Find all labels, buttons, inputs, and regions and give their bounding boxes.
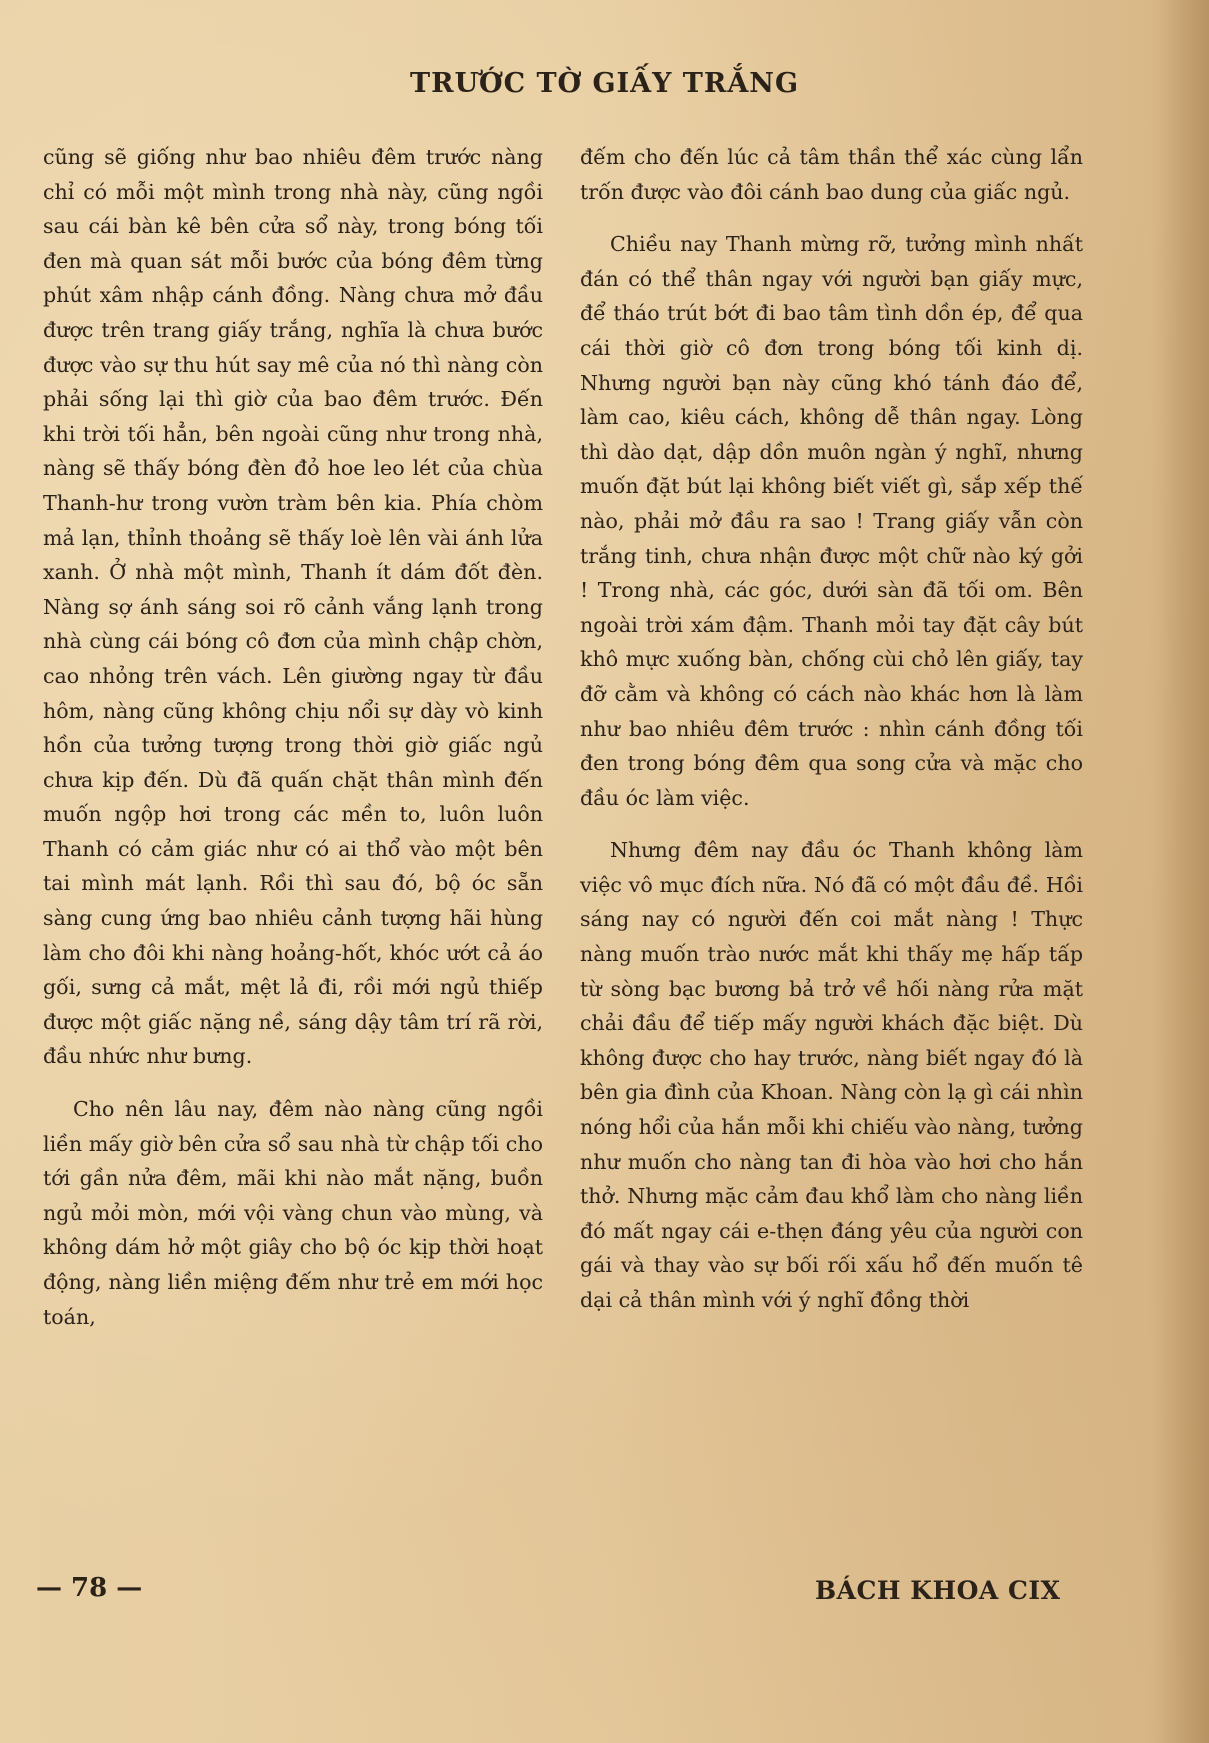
publication-name: BÁCH KHOA CIX: [815, 1576, 1061, 1605]
left-column: [43, 140, 543, 1334]
right-column: [580, 140, 1083, 1318]
paragraph-gap: [580, 815, 1083, 833]
paragraph-right-3: Nhưng đêm nay đầu óc Thanh không làm việc vô mục đích nữa. Nó đã có một đầu đề. Hồi sáng nay có người đến coi mắt nàng ! Thực nàng muốn trào nước mắt khi thấy mẹ hấp tấp từ sòng bạc bương bả trở về hối nàng rửa mặt chải đầu để tiếp mấy người khách đặc biệt. Dù không được cho hay trước, nàng biết ngay đó là bên gia đình của Khoan. Nàng còn lạ gì cái nhìn nóng hổi của hắn mỗi khi chiếu vào nàng, tưởng như muốn cho nàng tan đi hòa vào hơi cho hắn thở. Nhưng mặc cảm đau khổ làm cho nàng liền đó mất ngay cái e-thẹn đáng yêu của người con gái và thay vào sự bối rối xấu hổ đến muốn tê dại cả thân mình với ý nghĩ đồng thời: [580, 838, 1083, 1312]
running-title: TRƯỚC TỜ GIẤY TRẮNG: [409, 68, 800, 99]
paragraph-left-1: cũng sẽ giống như bao nhiêu đêm trước nàng chỉ có mỗi một mình trong nhà này, cũng ngồi sau cái bàn kê bên cửa sổ này, trong bóng tối đen mà quan sát mỗi bước của bóng đêm từng phút xâm nhập cánh đồng. Nàng chưa mở đầu được trên trang giấy trắng, nghĩa là chưa bước được vào sự thu hút say mê của nó thì nàng còn phải sống lại thì giờ của bao đêm trước. Đến khi trời tối hẳn, bên ngoài cũng như trong nhà, nàng sẽ thấy bóng đèn đỏ hoe leo lét của chùa Thanh-hư trong vườn tràm bên kia. Phía chòm mả lạn, thỉnh thoảng sẽ thấy loè lên vài ánh lửa xanh. Ở nhà một mình, Thanh ít dám đốt đèn. Nàng sợ ánh sáng soi rõ cảnh vắng lạnh trong nhà cùng cái bóng cô đơn của mình chập chờn, cao nhỏng trên vách. Lên giường ngay từ đầu hôm, nàng cũng không chịu nổi sự dày vò kinh hồn của tưởng tượng trong thời giờ giấc ngủ chưa kịp đến. Dù đã quấn chặt thân mình đến muốn ngộp hơi trong các mền to, luôn luôn Thanh có cảm giác như có ai thổ vào một bên tai mình mát lạnh. Rồi thì sau đó, bộ óc sẵn sàng cung ứng bao nhiêu cảnh tượng hãi hùng làm cho đôi khi nàng hoảng-hốt, khóc ướt cả áo gối, sưng cả mắt, mệt lả đi, rồi mới ngủ thiếp được một giấc nặng nề, sáng dậy tâm trí rã rời, đầu nhức như bưng.: [43, 145, 543, 1069]
paragraph-right-2: Chiều nay Thanh mừng rỡ, tưởng mình nhất đán có thể thân ngay với người bạn giấy mực, để tháo trút bớt đi bao tâm tình dồn ép, để qua cái thời giờ cô đơn trong bóng tối kinh dị. Nhưng người bạn này cũng khó tánh đáo để, làm cao, kiêu cách, không dễ thân ngay. Lòng thì dào dạt, dập dồn muôn ngàn ý nghĩ, nhưng muốn đặt bút lại không biết viết gì, sắp xếp thế nào, phải mở đầu ra sao ! Trang giấy vẫn còn trắng tinh, chưa nhận được một chữ nào ký gởi ! Trong nhà, các góc, dưới sàn đã tối om. Bên ngoài trời xám đậm. Thanh mỏi tay đặt cây bút khô mực xuống bàn, chống cùi chỏ lên giấy, tay đỡ cằm và không có cách nào khác hơn là làm như bao nhiêu đêm trước : nhìn cánh đồng tối đen trong bóng đêm qua song cửa và mặc cho đầu óc làm việc.: [580, 232, 1083, 810]
paragraph-gap: [43, 1074, 543, 1092]
paragraph-gap: [580, 209, 1083, 227]
paragraph-left-2: Cho nên lâu nay, đêm nào nàng cũng ngồi liền mấy giờ bên cửa sổ sau nhà từ chập tối cho tới gần nửa đêm, mãi khi nào mắt nặng, buồn ngủ mỏi mòn, mới vội vàng chun vào mùng, và không dám hở một giây cho bộ óc kịp thời hoạt động, nàng liền miệng đếm như trẻ em mới học toán,: [43, 1097, 543, 1329]
page-number: — 78 —: [36, 1573, 143, 1603]
paragraph-right-1: đếm cho đến lúc cả tâm thần thể xác cùng lẩn trốn được vào đôi cánh bao dung của giấc ngủ.: [580, 145, 1083, 204]
